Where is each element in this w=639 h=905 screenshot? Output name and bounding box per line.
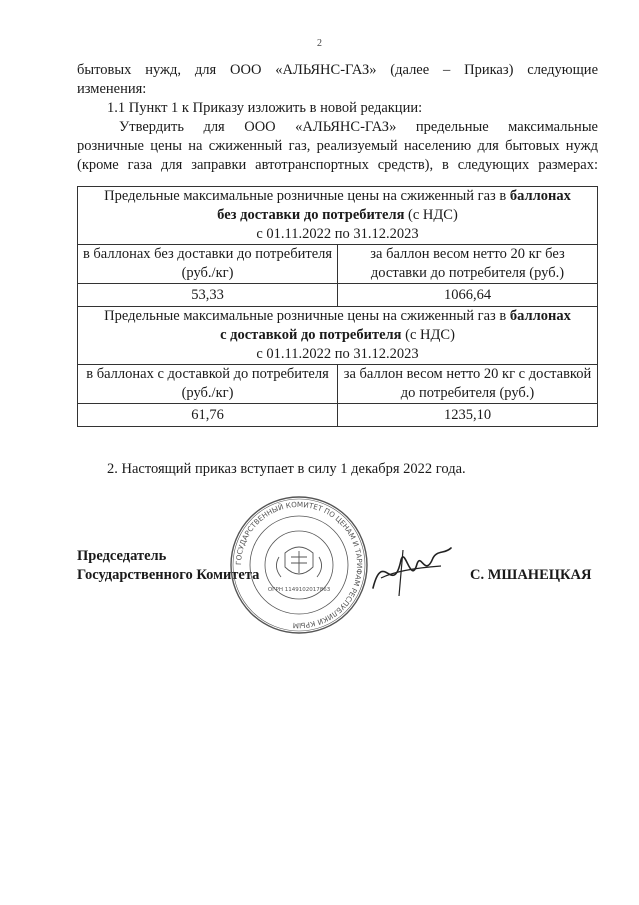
section1-col1-label: в баллонах без доставки до потребителя (руб./кг) bbox=[78, 245, 338, 284]
section2-head-bold2: с доставкой до потребителя bbox=[220, 327, 402, 343]
seal-emblem bbox=[276, 547, 321, 577]
seal-inner-text: ОГРН 1149102017863 bbox=[267, 587, 331, 593]
signatory-title-line1: Председатель bbox=[77, 548, 167, 564]
section2-head-post: (с НДС) bbox=[401, 327, 455, 343]
section1-head-post: (с НДС) bbox=[404, 207, 458, 223]
section2-col2-label: за баллон весом нетто 20 кг с доставкой до потребителя (руб.) bbox=[338, 365, 598, 404]
signatory-title-line2: Государственного Комитета bbox=[77, 567, 260, 583]
section1-col1-value: 53,33 bbox=[78, 284, 338, 307]
approve-line-3: (кроме газа для заправки автотранспортных средств), в следующих размерах: bbox=[77, 157, 598, 173]
approve-line-1: Утвердить для ООО «АЛЬЯНС-ГАЗ» предельные максимальные bbox=[119, 119, 598, 135]
seal-outer-text: ГОСУДАРСТВЕННЫЙ КОМИТЕТ ПО ЦЕНАМ И ТАРИФАМ РЕСПУБЛИКИ КРЫМ bbox=[233, 499, 365, 631]
signatory-name: С. МШАНЕЦКАЯ bbox=[470, 567, 592, 583]
effective-clause: 2. Настоящий приказ вступает в силу 1 декабря 2022 года. bbox=[107, 461, 466, 477]
section1-col2-label: за баллон весом нетто 20 кг без доставки до потребителя (руб.) bbox=[338, 245, 598, 284]
section1-header bbox=[78, 187, 598, 245]
official-seal bbox=[229, 495, 369, 635]
section2-head-pre: Предельные максимальные розничные цены на сжиженный газ в bbox=[104, 308, 510, 324]
section2-values-row bbox=[78, 404, 598, 427]
section2-period: с 01.11.2022 по 31.12.2023 bbox=[256, 346, 419, 362]
section2-col1-label: в баллонах с доставкой до потребителя (руб./кг) bbox=[78, 365, 338, 404]
section1-head-bold2: без доставки до потребителя bbox=[217, 207, 405, 223]
section1-head-pre: Предельные максимальные розничные цены на сжиженный газ в bbox=[104, 188, 510, 204]
approve-line-2: розничные цены на сжиженный газ, реализуемый населению для бытовых нужд bbox=[77, 138, 598, 154]
section1-col2-value: 1066,64 bbox=[338, 284, 598, 307]
section1-values-row bbox=[78, 284, 598, 307]
section1-header-row bbox=[78, 187, 598, 245]
section2-col2-value: 1235,10 bbox=[338, 404, 598, 427]
section1-head-bold1: баллонах bbox=[509, 188, 571, 204]
handwritten-signature bbox=[363, 538, 458, 608]
section2-labels-row bbox=[78, 365, 598, 404]
price-table bbox=[77, 186, 598, 427]
section1-period: с 01.11.2022 по 31.12.2023 bbox=[256, 226, 419, 242]
section2-header bbox=[78, 307, 598, 365]
section2-header-row bbox=[78, 307, 598, 365]
intro-line-2: изменения: bbox=[77, 81, 147, 97]
section2-col1-value: 61,76 bbox=[78, 404, 338, 427]
intro-line-1: бытовых нужд, для ООО «АЛЬЯНС-ГАЗ» (далее – Приказ) следующие bbox=[77, 62, 598, 78]
clause-1-1: 1.1 Пункт 1 к Приказу изложить в новой редакции: bbox=[107, 100, 423, 116]
page-number: 2 bbox=[317, 38, 322, 49]
section2-head-bold1: баллонах bbox=[509, 308, 571, 324]
section1-labels-row bbox=[78, 245, 598, 284]
